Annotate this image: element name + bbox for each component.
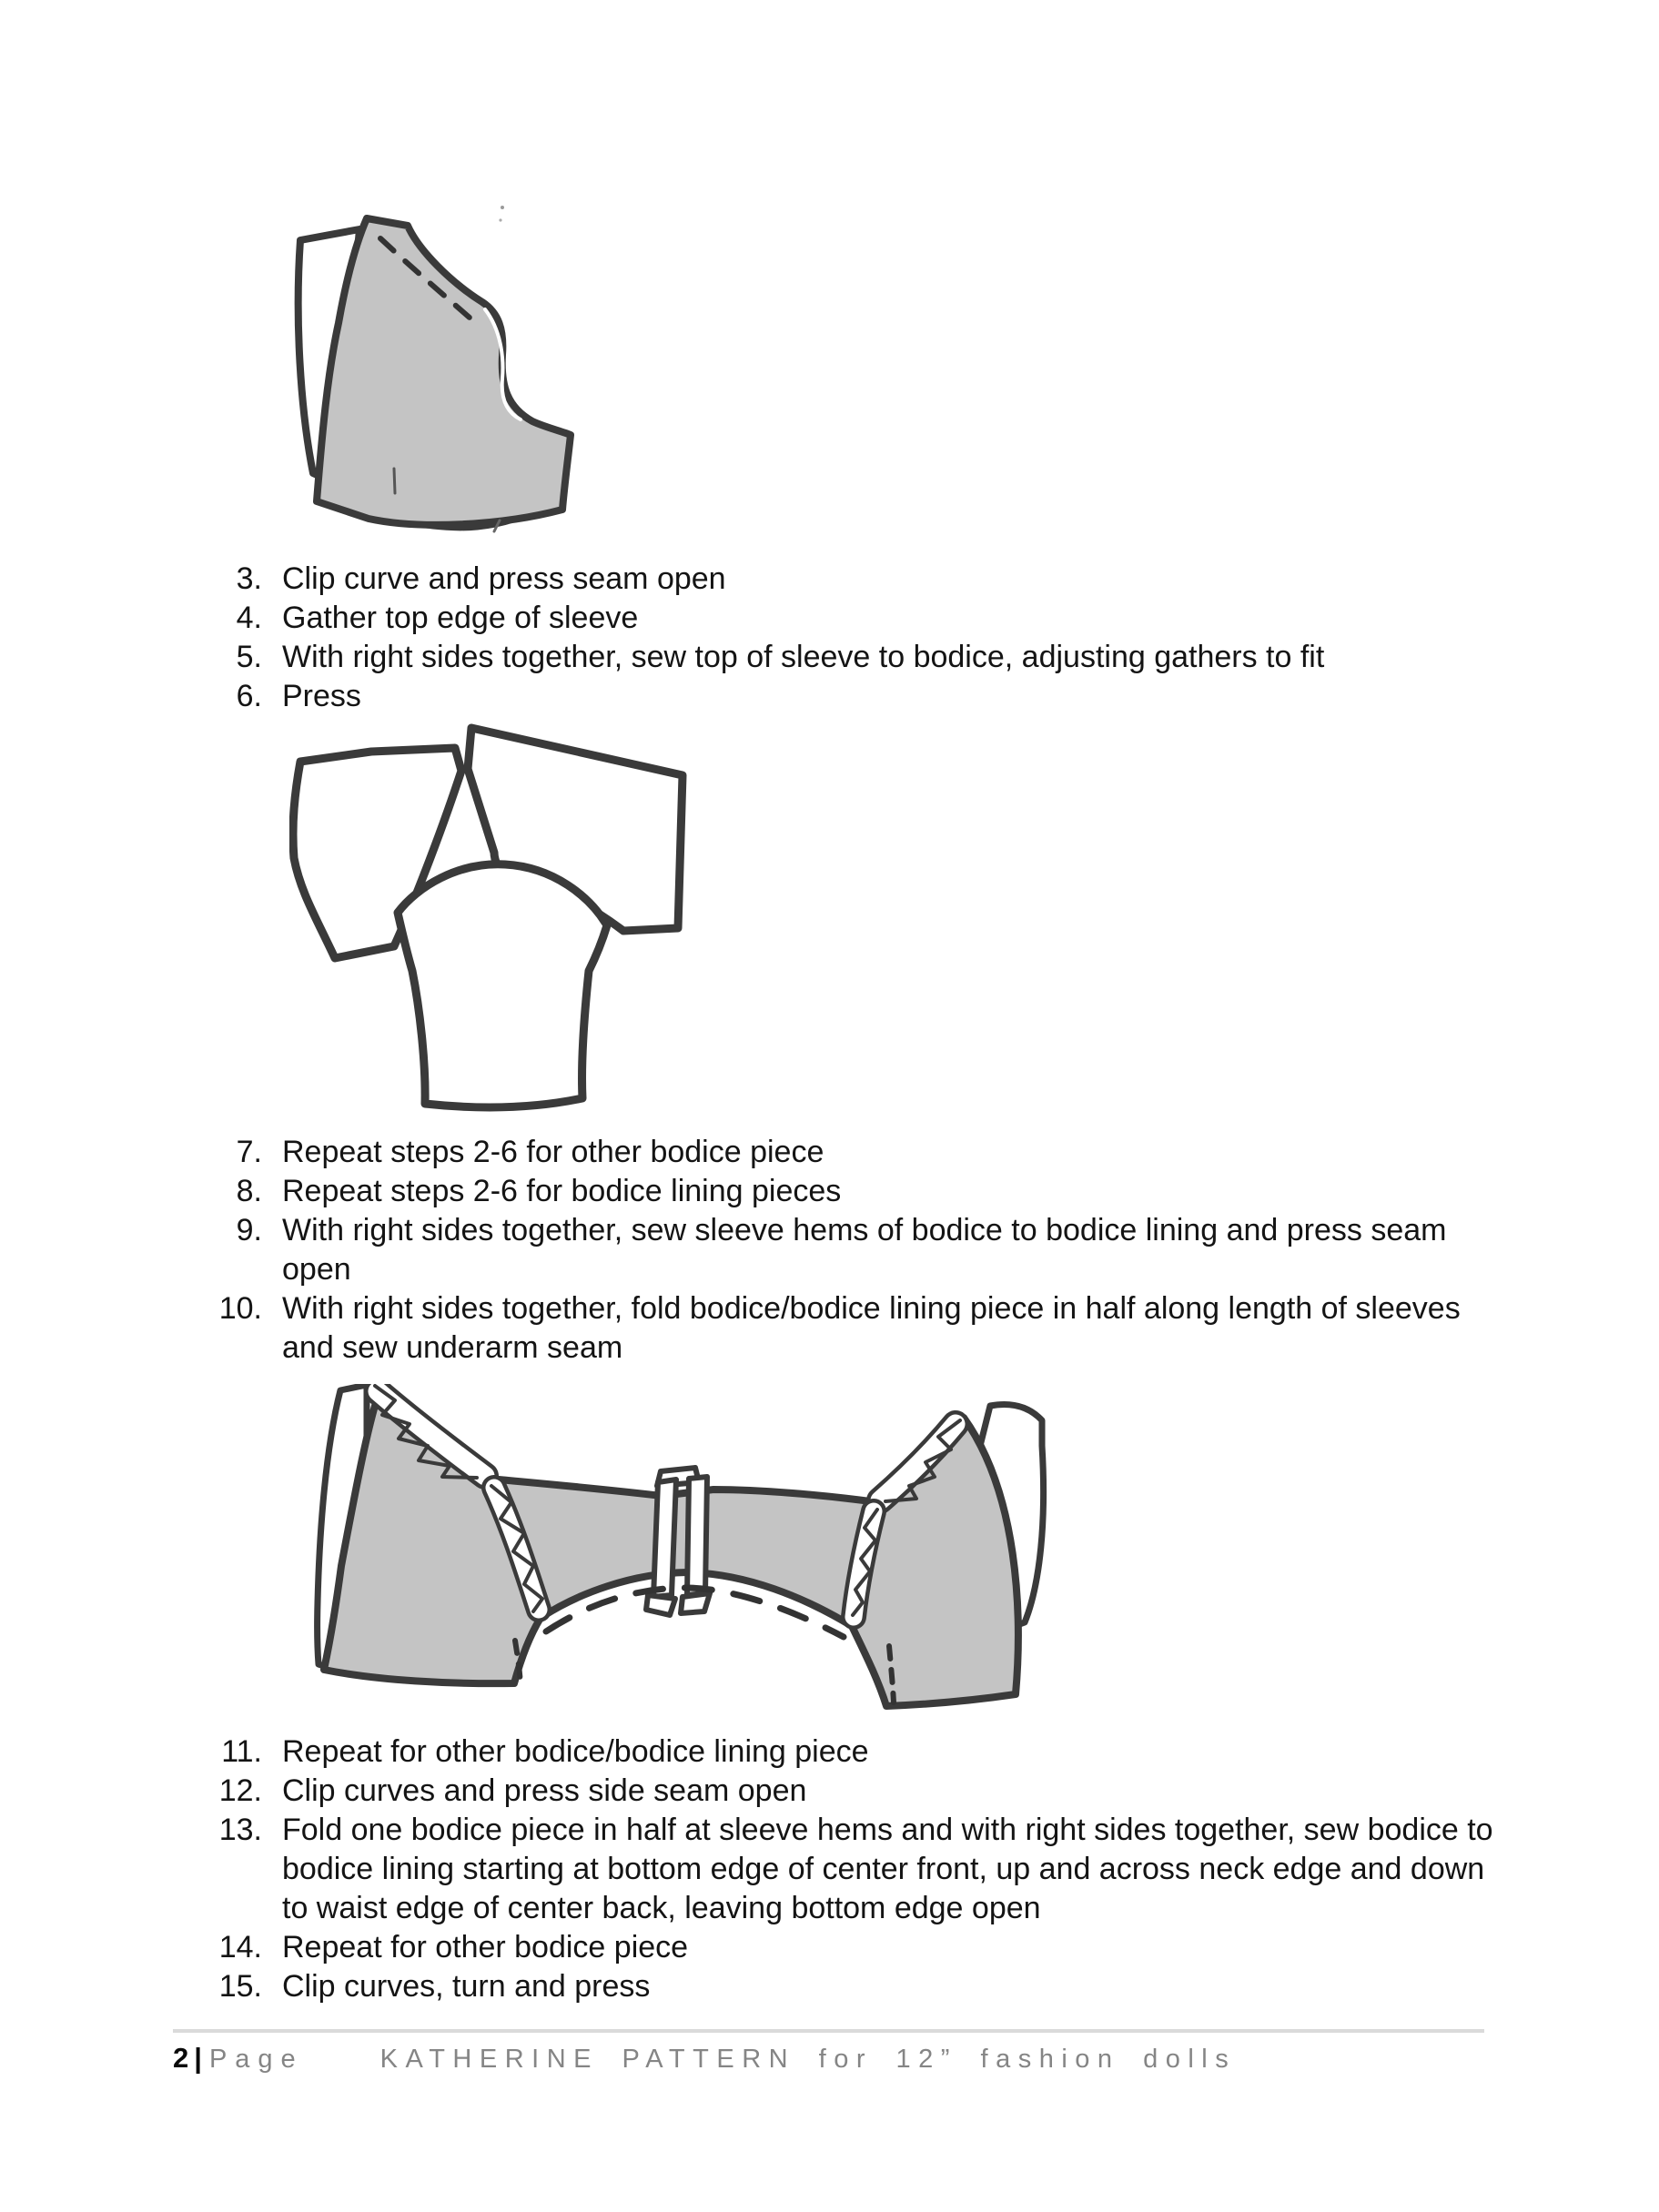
step-list-7-10 xyxy=(200,1133,1461,1368)
step-number: 12. xyxy=(218,1773,262,1808)
step-item xyxy=(200,677,1324,716)
step-list-11-15 xyxy=(200,1732,1493,2006)
step-text-line: With right sides together, fold bodice/bodice lining piece in half along length of sleeves xyxy=(282,1291,1461,1326)
step-item xyxy=(200,1133,1461,1172)
step-text-line: Press xyxy=(282,679,361,713)
notch-tick xyxy=(394,469,395,493)
step-number: 15. xyxy=(218,1969,262,2004)
footer-page-word: Page xyxy=(208,2045,304,2074)
step-number: 14. xyxy=(218,1930,262,1965)
bodice-gray-piece xyxy=(317,218,571,525)
step-item xyxy=(200,1811,1493,1928)
step-item xyxy=(200,638,1324,677)
footer-divider xyxy=(173,2029,1484,2033)
step-item xyxy=(200,1967,1493,2006)
step-number: 3. xyxy=(236,561,262,596)
step-item xyxy=(200,1772,1493,1811)
step-text-line: Clip curves, turn and press xyxy=(282,1969,651,2004)
footer-document-title: KATHERINE PATTERN for 12” fashion dolls xyxy=(379,2045,1237,2074)
step-item xyxy=(200,1928,1493,1967)
step-number: 5. xyxy=(236,640,262,674)
step-text-line: open xyxy=(282,1252,351,1287)
page-number: 2 xyxy=(173,2042,189,2074)
step-text-line: Gather top edge of sleeve xyxy=(282,601,639,635)
speck xyxy=(499,218,501,221)
step-text-line: to waist edge of center back, leaving bottom edge open xyxy=(282,1891,1041,1925)
step-item xyxy=(200,1289,1461,1368)
step-number: 7. xyxy=(236,1135,262,1169)
bodice-with-sleeves-outline xyxy=(398,864,607,1107)
step-number: 8. xyxy=(236,1174,262,1208)
step-number: 4. xyxy=(236,601,262,635)
page-footer xyxy=(173,2042,1236,2075)
step-text-line: Fold one bodice piece in half at sleeve hems and with right sides together, sew bodice to xyxy=(282,1813,1493,1847)
step-text-line: and sew underarm seam xyxy=(282,1330,623,1365)
step-text-line: Clip curve and press seam open xyxy=(282,561,726,596)
speck xyxy=(501,206,504,209)
illustration-folded-bodice-underarm-seam xyxy=(284,1384,1085,1725)
step-number: 6. xyxy=(236,679,262,713)
step-number: 13. xyxy=(218,1813,262,1847)
step-item xyxy=(200,1211,1461,1289)
step-list-3-6 xyxy=(200,560,1324,716)
step-text-line: With right sides together, sew sleeve hems of bodice to bodice lining and press seam xyxy=(282,1213,1447,1247)
step-number: 11. xyxy=(221,1734,262,1769)
step-text-line: Repeat steps 2-6 for other bodice piece xyxy=(282,1135,824,1169)
step-item xyxy=(200,1172,1461,1211)
illustration-bodice-sleeve-assembly xyxy=(289,723,690,1115)
step-number: 9. xyxy=(236,1213,262,1247)
step-text-line: Clip curves and press side seam open xyxy=(282,1773,807,1808)
step-text-line: Repeat for other bodice piece xyxy=(282,1930,689,1965)
step-text-line: Repeat for other bodice/bodice lining piece xyxy=(282,1734,869,1769)
step-item xyxy=(200,599,1324,638)
step-text-line: bodice lining starting at bottom edge of center front, up and across neck edge and down xyxy=(282,1852,1485,1886)
step-item xyxy=(200,1732,1493,1772)
step-text-line: With right sides together, sew top of sleeve to bodice, adjusting gathers to fit xyxy=(282,640,1325,674)
step-item xyxy=(200,560,1324,599)
illustration-bodice-with-sleeve-sewn xyxy=(273,200,578,546)
step-number: 10. xyxy=(218,1291,262,1326)
footer-separator: | xyxy=(194,2042,202,2074)
step-text-line: Repeat steps 2-6 for bodice lining pieces xyxy=(282,1174,842,1208)
